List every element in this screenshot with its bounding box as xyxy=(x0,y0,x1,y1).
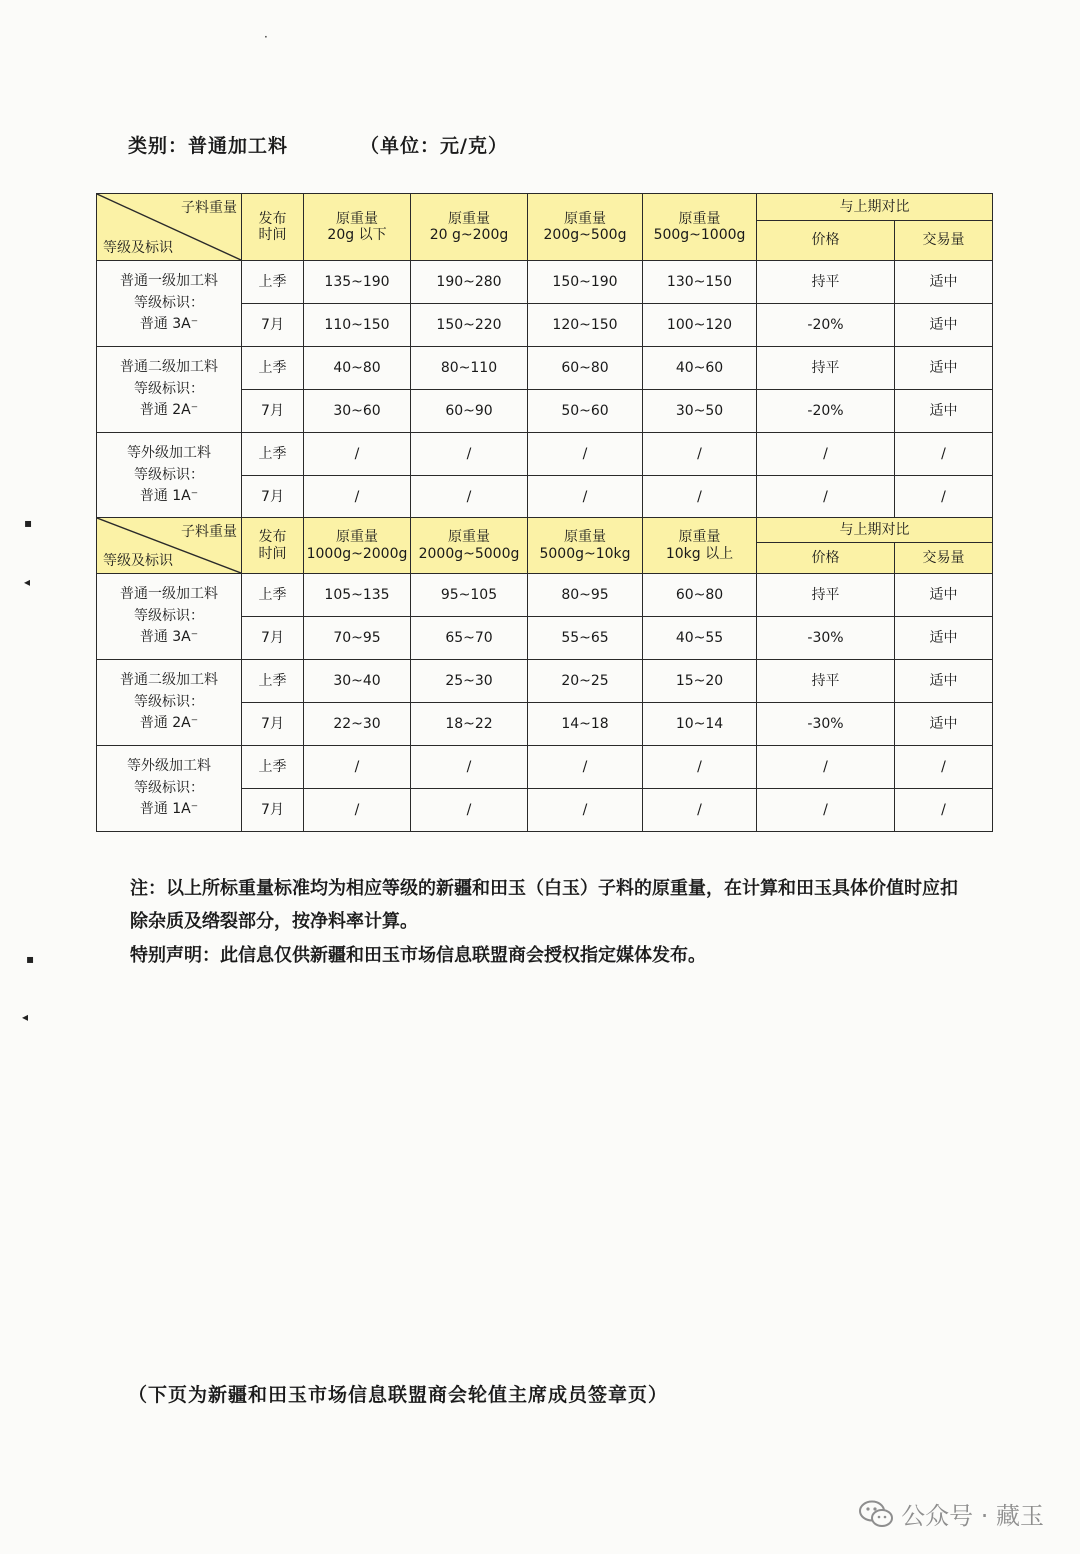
weight-label: 原重量 xyxy=(678,210,721,227)
grade-cell xyxy=(97,574,242,660)
price-range-cell: 40~80 xyxy=(304,347,411,390)
price-range-cell: / xyxy=(411,476,528,519)
wechat-icon xyxy=(859,1500,893,1528)
weight-range: 5000g~10kg xyxy=(539,545,631,562)
weight-header-3 xyxy=(528,194,643,261)
grade-line: 等级标识： xyxy=(134,693,204,710)
price-range-cell: / xyxy=(528,433,643,476)
release-time-cell: 上季 xyxy=(242,746,304,789)
price-range-cell: 150~190 xyxy=(528,261,643,304)
header-line xyxy=(128,131,508,158)
release-time-cell: 7月 xyxy=(242,304,304,347)
special-declaration: 特别声明：此信息仅供新疆和田玉市场信息联盟商会授权指定媒体发布。 xyxy=(130,945,706,966)
grade-line: 普通一级加工料 xyxy=(120,585,218,602)
scan-mark: ◂ xyxy=(24,575,31,589)
table-row xyxy=(97,433,993,476)
grade-cell xyxy=(97,433,242,519)
release-time-cell: 上季 xyxy=(242,660,304,703)
price-table-small-weights xyxy=(96,193,993,519)
price-range-cell: / xyxy=(643,433,757,476)
price-range-cell: / xyxy=(528,746,643,789)
weight-header-1 xyxy=(304,194,411,261)
weight-range: 20 g~200g xyxy=(429,227,509,243)
price-range-cell: 190~280 xyxy=(411,261,528,304)
price-range-cell: 55~65 xyxy=(528,617,643,660)
trade-volume-cell: / xyxy=(895,789,993,832)
diag-bottom-label: 等级及标识 xyxy=(103,552,173,569)
grade-line: 普通二级加工料 xyxy=(120,671,218,688)
price-range-cell: 105~135 xyxy=(304,574,411,617)
grade-line: 普通 2A⁻ xyxy=(139,402,199,419)
trade-volume-cell: 适中 xyxy=(895,304,993,347)
release-time-cell: 7月 xyxy=(242,476,304,519)
diag-top-label: 子料重量 xyxy=(181,524,237,540)
price-range-cell: 80~95 xyxy=(528,574,643,617)
table-row xyxy=(97,261,993,304)
price-range-cell: / xyxy=(411,746,528,789)
table-row xyxy=(97,347,993,390)
trade-volume-cell: 适中 xyxy=(895,347,993,390)
weight-range: 200g~500g xyxy=(543,227,627,243)
weight-label: 原重量 xyxy=(564,210,606,227)
volume-header: 交易量 xyxy=(895,543,993,574)
price-range-cell: 40~60 xyxy=(643,347,757,390)
price-change-cell: -30% xyxy=(757,617,895,660)
price-change-cell: / xyxy=(757,476,895,519)
price-header: 价格 xyxy=(757,543,895,574)
trade-volume-cell: 适中 xyxy=(895,390,993,433)
price-range-cell: 100~120 xyxy=(643,304,757,347)
weight-header-3 xyxy=(528,518,643,574)
grade-line: 等级标识： xyxy=(134,466,204,483)
grade-cell xyxy=(97,746,242,832)
price-change-cell: 持平 xyxy=(757,660,895,703)
table-row xyxy=(97,746,993,789)
weight-header-4 xyxy=(643,518,757,574)
price-range-cell: 150~220 xyxy=(411,304,528,347)
unit-label: （单位：元/克） xyxy=(360,135,508,157)
release-time-header xyxy=(242,194,304,261)
grade-cell xyxy=(97,347,242,433)
compare-header: 与上期对比 xyxy=(757,518,993,543)
weight-label: 原重量 xyxy=(678,529,721,546)
diagonal-header-cell xyxy=(97,518,242,574)
price-range-cell: 30~40 xyxy=(304,660,411,703)
price-range-cell: 22~30 xyxy=(304,703,411,746)
scan-mark: · xyxy=(264,30,268,44)
weight-range: 2000g~5000g xyxy=(418,545,520,562)
price-range-cell: 60~80 xyxy=(528,347,643,390)
price-table-large-weights xyxy=(96,517,993,832)
grade-cell xyxy=(97,660,242,746)
grade-line: 普通一级加工料 xyxy=(120,272,218,289)
price-range-cell: 120~150 xyxy=(528,304,643,347)
price-change-cell: 持平 xyxy=(757,574,895,617)
next-page-note: （下页为新疆和田玉市场信息联盟商会轮值主席成员签章页） xyxy=(128,1384,669,1406)
price-range-cell: 30~60 xyxy=(304,390,411,433)
weight-header-1 xyxy=(304,518,411,574)
grade-line: 等级标识： xyxy=(134,294,204,311)
price-range-cell: 15~20 xyxy=(643,660,757,703)
weight-label: 原重量 xyxy=(336,210,378,227)
scan-mark: ◂ xyxy=(22,1010,29,1024)
price-range-cell: / xyxy=(643,789,757,832)
weight-label: 原重量 xyxy=(564,529,606,546)
price-range-cell: 60~80 xyxy=(643,574,757,617)
weight-range: 20g 以下 xyxy=(327,227,387,243)
grade-line: 等级标识： xyxy=(134,607,204,624)
weight-header-2 xyxy=(411,194,528,261)
grade-line: 普通 3A⁻ xyxy=(139,316,199,333)
price-range-cell: 30~50 xyxy=(643,390,757,433)
grade-line: 等外级加工料 xyxy=(127,757,211,774)
diag-top-label: 子料重量 xyxy=(181,200,237,216)
price-range-cell: 25~30 xyxy=(411,660,528,703)
release-time-label: 发布时间 xyxy=(258,210,287,243)
release-time-header xyxy=(242,518,304,574)
price-range-cell: 20~25 xyxy=(528,660,643,703)
weight-range: 1000g~2000g xyxy=(306,545,408,562)
trade-volume-cell: 适中 xyxy=(895,617,993,660)
trade-volume-cell: / xyxy=(895,433,993,476)
price-range-cell: / xyxy=(411,789,528,832)
price-range-cell: / xyxy=(304,433,411,476)
price-change-cell: 持平 xyxy=(757,261,895,304)
price-range-cell: 130~150 xyxy=(643,261,757,304)
weight-range: 500g~1000g xyxy=(653,227,746,243)
trade-volume-cell: 适中 xyxy=(895,660,993,703)
price-range-cell: / xyxy=(304,789,411,832)
release-time-cell: 7月 xyxy=(242,617,304,660)
release-time-cell: 7月 xyxy=(242,789,304,832)
weight-range: 10kg 以上 xyxy=(665,545,734,562)
grade-line: 普通 2A⁻ xyxy=(139,715,199,732)
price-range-cell: 50~60 xyxy=(528,390,643,433)
release-time-cell: 上季 xyxy=(242,433,304,476)
grade-line: 普通二级加工料 xyxy=(120,358,218,375)
trade-volume-cell: / xyxy=(895,476,993,519)
table-row xyxy=(97,660,993,703)
release-time-cell: 上季 xyxy=(242,261,304,304)
price-range-cell: 14~18 xyxy=(528,703,643,746)
price-range-cell: 60~90 xyxy=(411,390,528,433)
price-range-cell: 18~22 xyxy=(411,703,528,746)
release-time-label: 发布时间 xyxy=(258,529,287,562)
price-range-cell: 65~70 xyxy=(411,617,528,660)
trade-volume-cell: 适中 xyxy=(895,261,993,304)
price-change-cell: / xyxy=(757,746,895,789)
grade-line: 等级标识： xyxy=(134,380,204,397)
price-range-cell: / xyxy=(304,746,411,789)
trade-volume-cell: 适中 xyxy=(895,703,993,746)
price-range-cell: / xyxy=(528,789,643,832)
price-change-cell: / xyxy=(757,789,895,832)
weight-label: 原重量 xyxy=(336,529,378,546)
watermark xyxy=(859,1496,1044,1531)
weight-label: 原重量 xyxy=(448,210,490,227)
grade-line: 等外级加工料 xyxy=(127,444,211,461)
price-range-cell: 135~190 xyxy=(304,261,411,304)
note-paragraph: 注：以上所标重量标准均为相应等级的新疆和田玉（白玉）子料的原重量，在计算和田玉具体价值时应扣除杂质及绺裂部分，按净料率计算。 xyxy=(130,878,958,932)
price-header: 价格 xyxy=(757,221,895,261)
watermark-text: 公众号 · 藏玉 xyxy=(901,1502,1044,1530)
price-range-cell: 70~95 xyxy=(304,617,411,660)
release-time-cell: 上季 xyxy=(242,347,304,390)
price-change-cell: -30% xyxy=(757,703,895,746)
grade-cell xyxy=(97,261,242,347)
diagonal-header-cell xyxy=(97,194,242,261)
grade-line: 普通 1A⁻ xyxy=(139,801,199,818)
compare-header: 与上期对比 xyxy=(757,194,993,221)
price-change-cell: -20% xyxy=(757,390,895,433)
price-range-cell: 80~110 xyxy=(411,347,528,390)
grade-line: 普通 3A⁻ xyxy=(139,629,199,646)
price-range-cell: 10~14 xyxy=(643,703,757,746)
price-range-cell: / xyxy=(411,433,528,476)
price-range-cell: 95~105 xyxy=(411,574,528,617)
price-range-cell: 40~55 xyxy=(643,617,757,660)
grade-line: 普通 1A⁻ xyxy=(139,488,199,505)
price-change-cell: / xyxy=(757,433,895,476)
table-row xyxy=(97,574,993,617)
category-label: 类别：普通加工料 xyxy=(128,135,289,157)
price-range-cell: 110~150 xyxy=(304,304,411,347)
grade-line: 等级标识： xyxy=(134,779,204,796)
price-range-cell: / xyxy=(304,476,411,519)
volume-header: 交易量 xyxy=(895,221,993,261)
scan-mark: ▪ xyxy=(26,952,35,966)
scan-mark: ▪ xyxy=(24,516,33,530)
trade-volume-cell: 适中 xyxy=(895,574,993,617)
weight-header-4 xyxy=(643,194,757,261)
price-change-cell: -20% xyxy=(757,304,895,347)
release-time-cell: 上季 xyxy=(242,574,304,617)
weight-label: 原重量 xyxy=(448,529,490,546)
price-change-cell: 持平 xyxy=(757,347,895,390)
weight-header-2 xyxy=(411,518,528,574)
diag-bottom-label: 等级及标识 xyxy=(103,239,173,256)
trade-volume-cell: / xyxy=(895,746,993,789)
release-time-cell: 7月 xyxy=(242,390,304,433)
price-range-cell: / xyxy=(643,476,757,519)
release-time-cell: 7月 xyxy=(242,703,304,746)
price-range-cell: / xyxy=(643,746,757,789)
price-range-cell: / xyxy=(528,476,643,519)
